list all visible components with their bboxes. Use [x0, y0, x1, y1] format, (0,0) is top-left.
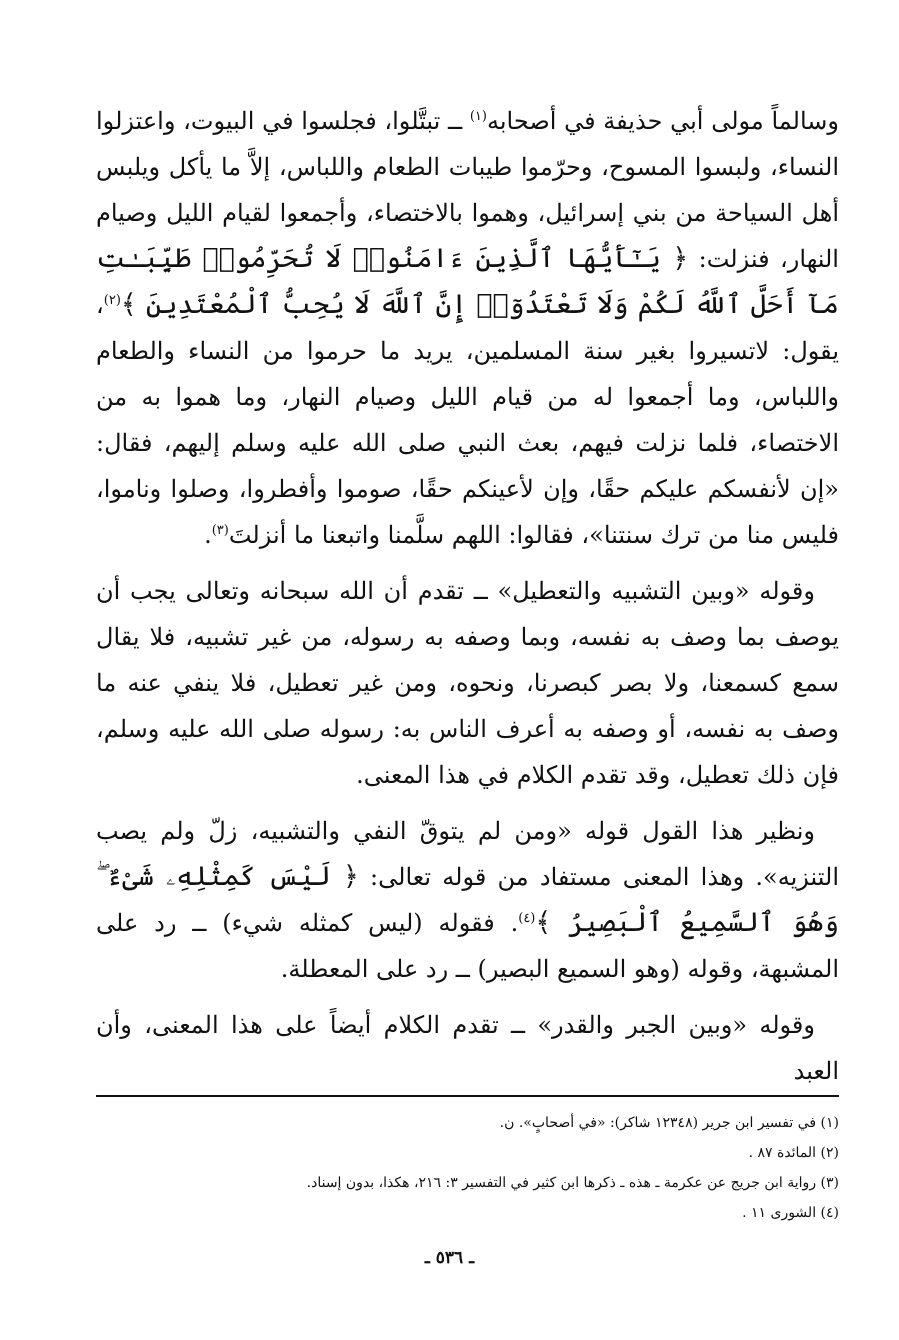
paragraph-3 — [96, 808, 839, 992]
footnote-ref-3[interactable]: (٣) — [211, 523, 229, 538]
paragraph-2: وقوله «وبين التشبيه والتعطيل» ــ تقدم أن الله سبحانه وتعالى يجب أن يوصف بما وصف به نفسه، وبما وصفه به رسوله، من غير تشبيه، فلا يقال سمع كسمعنا، ولا بصر كبصرنا، ونحوه، ومن غير تعطيل، فلا ينفي عنه ما وصف به نفسه، أو وصفه به أعرف الناس به: رسوله صلى الله عليه وسلم، فإن ذلك تعطيل، وقد تقدم الكلام في هذا المعنى. — [96, 577, 839, 789]
footnote-ref-4[interactable]: (٤) — [518, 911, 536, 926]
quran-verse-maidah-87: ﴿ يَـٰٓأَيُّهَا ٱلَّذِينَ ءَامَنُوا۟ لَا تُحَرِّمُوا۟ طَيِّبَـٰتِ مَآ أَحَلَّ ٱللَّهُ لَكُمْ وَلَا تَعْتَدُوٓا۟ إِنَّ ٱللَّهَ لَا يُحِبُّ ٱلْمُعْتَدِينَ ﴾ — [96, 243, 839, 320]
footnote-ref-1[interactable]: (١) — [469, 109, 487, 124]
footnote-separator — [96, 1095, 839, 1097]
paragraph-1-text-b: ــ تبتَّلوا، فجلسوا في البيوت، واعتزلوا النساء، ولبسوا المسوح، وحرّموا طيبات الطعام واللباس، إلاَّ ما يأكل ويلبس أهل السياحة من بني إسرائيل، وهموا بالاختصاء، وأجمعوا لقيام الليل وصيام النهار، فنزلت: — [96, 107, 840, 273]
paragraph-1-text-a: وسالماً مولى أبي حذيفة في أصحابه — [486, 107, 840, 135]
page-number: ـ ٥٣٦ ـ — [424, 1248, 475, 1268]
footnotes — [96, 1108, 839, 1228]
paragraph-3-text-a: ونظير هذا القول قوله «ومن لم يتوقّ النفي والتشبيه، زلّ ولم يصب التنزيه». وهذا المعنى مستفاد من قوله تعالى: — [96, 817, 839, 891]
footnote-ref-2[interactable]: (٢) — [103, 293, 121, 308]
footnote-1: (١) في تفسير ابن جرير (١٢٣٤٨ شاكر): «في أصحابٍ». ن. — [499, 1115, 839, 1131]
footnote-2: (٢) المائدة ٨٧ . — [748, 1145, 839, 1161]
footnote-3: (٣) رواية ابن جريج عن عكرمة ـ هذه ـ ذكرها ابن كثير في التفسير ٣: ٢١٦، هكذا، بدون إسناد. — [306, 1175, 839, 1191]
footnote-4: (٤) الشورى ١١ . — [742, 1205, 839, 1221]
page-body — [96, 98, 839, 1104]
paragraph-1-text-d: . — [204, 521, 212, 549]
paragraph-3-text-b: . فقوله (ليس كمثله شيء) ــ رد على المشبهة، وقوله (وهو السميع البصير) ــ رد على المعطلة. — [96, 909, 839, 983]
paragraph-1-text-c: ، يقول: لاتسيروا بغير سنة المسلمين، يريد ما حرموا من النساء والطعام واللباس، وما أجمعوا له من قيام الليل وصيام النهار، وما هموا به من الاختصاء، فلما نزلت فيهم، بعث النبي صلى الله عليه وسلم إليهم، فقال: «إن لأنفسكم عليكم حقًا، وإن لأعينكم حقًا، صوموا وأفطروا، وصلوا وناموا، فليس منا من ترك سنتنا»، فقالوا: اللهم سلَّمنا واتبعنا ما أنزلتَ — [96, 291, 839, 549]
paragraph-4: وقوله «وبين الجبر والقدر» ــ تقدم الكلام أيضاً على هذا المعنى، وأن العبد — [96, 1011, 839, 1085]
quran-verse-shura-11: ﴿ لَيْسَ كَمِثْلِهِۦ شَىْءٌ ۖ وَهُوَ ٱلسَّمِيعُ ٱلْبَصِيرُ ﴾ — [96, 861, 840, 938]
paragraph-1 — [96, 98, 839, 558]
